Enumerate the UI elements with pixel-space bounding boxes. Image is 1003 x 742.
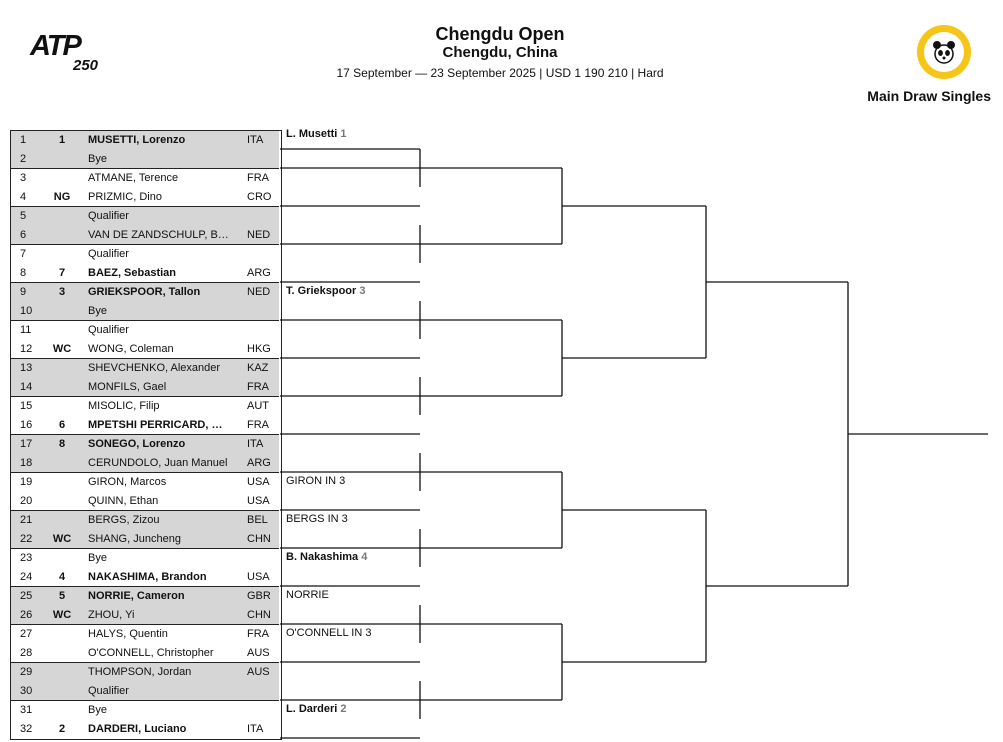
entry-name: SHEVCHENKO, Alexander bbox=[88, 362, 221, 374]
entry-name: Qualifier bbox=[88, 324, 129, 336]
entry-num: 4 bbox=[20, 191, 27, 203]
entry-name: SONEGO, Lorenzo bbox=[88, 438, 186, 450]
second-round-name: NORRIE bbox=[286, 589, 329, 601]
second-round-name: BERGS IN 3 bbox=[286, 513, 348, 525]
second-round-seed: 4 bbox=[358, 551, 368, 563]
atp-tier-text: 250 bbox=[73, 57, 99, 74]
entry-num: 19 bbox=[20, 476, 33, 488]
entry-num: 22 bbox=[20, 533, 33, 545]
entry-num: 26 bbox=[20, 609, 33, 621]
entry-seed: 7 bbox=[58, 267, 66, 279]
entry-nat: CRO bbox=[247, 191, 272, 203]
entry-name: BERGS, Zizou bbox=[88, 514, 160, 526]
entry-seed: WC bbox=[52, 343, 72, 355]
second-round-entry bbox=[286, 285, 365, 297]
entry-num: 16 bbox=[20, 419, 33, 431]
entry-nat: NED bbox=[247, 286, 271, 298]
second-round-name: L. Darderi bbox=[286, 703, 338, 715]
entry-nat: FRA bbox=[247, 172, 269, 184]
entry-nat: CHN bbox=[247, 533, 271, 545]
entry-seed: NG bbox=[53, 191, 71, 203]
entry-nat: AUS bbox=[247, 666, 270, 678]
entry-seed: WC bbox=[52, 533, 72, 545]
entry-name: MISOLIC, Filip bbox=[88, 400, 160, 412]
entry-name: NORRIE, Cameron bbox=[88, 590, 185, 602]
second-round-name: T. Griekspoor bbox=[286, 285, 357, 297]
entry-nat: ITA bbox=[247, 438, 264, 450]
entry-nat: USA bbox=[247, 495, 270, 507]
entry-name: SHANG, Juncheng bbox=[88, 533, 181, 545]
entry-nat: BEL bbox=[247, 514, 268, 526]
entry-num: 20 bbox=[20, 495, 33, 507]
entry-name: NAKASHIMA, Brandon bbox=[88, 571, 207, 583]
second-round-name: GIRON IN 3 bbox=[286, 475, 346, 487]
atp-logo-text: ATP bbox=[30, 30, 80, 62]
second-round-name: L. Musetti bbox=[286, 128, 338, 140]
entry-num: 23 bbox=[20, 552, 33, 564]
entry-name: ZHOU, Yi bbox=[88, 609, 135, 621]
second-round-entry bbox=[286, 703, 347, 715]
entry-name: MPETSHI PERRICARD, … bbox=[88, 419, 223, 431]
entry-seed: 1 bbox=[58, 134, 66, 146]
entry-seed: 5 bbox=[58, 590, 66, 602]
entry-name: Qualifier bbox=[88, 685, 129, 697]
second-round-entry bbox=[286, 513, 348, 525]
entry-num: 31 bbox=[20, 704, 33, 716]
entry-num: 8 bbox=[20, 267, 27, 279]
entry-name: GIRON, Marcos bbox=[88, 476, 167, 488]
tournament-title: Chengdu Open bbox=[435, 24, 565, 44]
entry-seed: 8 bbox=[58, 438, 66, 450]
entry-num: 18 bbox=[20, 457, 33, 469]
entry-nat: GBR bbox=[247, 590, 271, 602]
second-round-entry bbox=[286, 627, 371, 639]
entry-num: 6 bbox=[20, 229, 27, 241]
entry-nat: ITA bbox=[247, 134, 264, 146]
entry-name: BAEZ, Sebastian bbox=[88, 267, 177, 279]
entry-num: 2 bbox=[20, 153, 27, 165]
entry-name: QUINN, Ethan bbox=[88, 495, 159, 507]
entry-name: GRIEKSPOOR, Tallon bbox=[88, 286, 201, 298]
entry-num: 14 bbox=[20, 381, 33, 393]
entry-name: DARDERI, Luciano bbox=[88, 723, 187, 735]
entry-num: 29 bbox=[20, 666, 33, 678]
entry-num: 5 bbox=[20, 210, 27, 222]
entry-name: Qualifier bbox=[88, 248, 129, 260]
entry-name: CERUNDOLO, Juan Manuel bbox=[88, 457, 228, 469]
entry-name: VAN DE ZANDSCHULP, B… bbox=[88, 229, 229, 241]
entry-nat: ITA bbox=[247, 723, 264, 735]
entry-num: 24 bbox=[20, 571, 33, 583]
tournament-location: Chengdu, China bbox=[442, 44, 558, 61]
entry-nat: USA bbox=[247, 476, 270, 488]
tournament-details: 17 September — 23 September 2025 | USD 1 190 210 | Hard bbox=[336, 66, 664, 80]
entry-name: Bye bbox=[88, 153, 107, 165]
entry-nat: CHN bbox=[247, 609, 271, 621]
second-round-name: O'CONNELL IN 3 bbox=[286, 627, 372, 639]
entry-num: 11 bbox=[20, 324, 32, 336]
entry-name: HALYS, Quentin bbox=[88, 628, 168, 640]
entry-nat: AUT bbox=[247, 400, 269, 412]
entry-seed: 6 bbox=[58, 419, 66, 431]
entry-nat: ARG bbox=[247, 457, 271, 469]
entry-num: 13 bbox=[20, 362, 33, 374]
entry-num: 30 bbox=[20, 685, 33, 697]
entry-num: 27 bbox=[20, 628, 33, 640]
entry-name: O'CONNELL, Christopher bbox=[88, 647, 214, 659]
entry-num: 32 bbox=[20, 723, 33, 735]
entry-name: MUSETTI, Lorenzo bbox=[88, 134, 186, 146]
entry-num: 3 bbox=[20, 172, 27, 184]
entry-name: THOMPSON, Jordan bbox=[88, 666, 192, 678]
entry-num: 12 bbox=[20, 343, 33, 355]
entry-nat: FRA bbox=[247, 419, 269, 431]
entry-nat: AUS bbox=[247, 647, 270, 659]
second-round-entry bbox=[286, 589, 329, 601]
entry-num: 21 bbox=[20, 514, 33, 526]
second-round-seed: 1 bbox=[337, 128, 347, 140]
entry-nat: KAZ bbox=[247, 362, 269, 374]
entry-name: PRIZMIC, Dino bbox=[88, 191, 162, 203]
entry-name: WONG, Coleman bbox=[88, 343, 174, 355]
entry-seed: WC bbox=[52, 609, 72, 621]
second-round-entry bbox=[286, 551, 367, 563]
second-round-name: B. Nakashima bbox=[286, 551, 359, 563]
entry-name: Bye bbox=[88, 704, 107, 716]
entry-nat: HKG bbox=[247, 343, 271, 355]
entry-name: Bye bbox=[88, 305, 107, 317]
entry-nat: FRA bbox=[247, 628, 269, 640]
entry-nat: USA bbox=[247, 571, 270, 583]
entry-num: 7 bbox=[20, 248, 27, 260]
entry-name: Bye bbox=[88, 552, 107, 564]
entry-num: 17 bbox=[20, 438, 33, 450]
second-round-seed: 2 bbox=[337, 703, 347, 715]
entry-name: Qualifier bbox=[88, 210, 129, 222]
entry-nat: NED bbox=[247, 229, 271, 241]
entry-seed: 2 bbox=[58, 723, 66, 735]
draw-title: Main Draw Singles bbox=[867, 88, 991, 104]
entry-seed: 4 bbox=[58, 571, 66, 583]
entry-num: 15 bbox=[20, 400, 33, 412]
entry-name: ATMANE, Terence bbox=[88, 172, 179, 184]
entry-num: 28 bbox=[20, 647, 33, 659]
entry-num: 9 bbox=[20, 286, 27, 298]
entry-seed: 3 bbox=[58, 286, 66, 298]
entry-name: MONFILS, Gael bbox=[88, 381, 167, 393]
second-round-entry bbox=[286, 475, 345, 487]
second-round-seed: 3 bbox=[356, 285, 366, 297]
entry-nat: ARG bbox=[247, 267, 271, 279]
entry-num: 10 bbox=[20, 305, 33, 317]
entry-nat: FRA bbox=[247, 381, 269, 393]
second-round-entry bbox=[286, 128, 347, 140]
entry-num: 1 bbox=[20, 134, 27, 146]
entry-num: 25 bbox=[20, 590, 33, 602]
